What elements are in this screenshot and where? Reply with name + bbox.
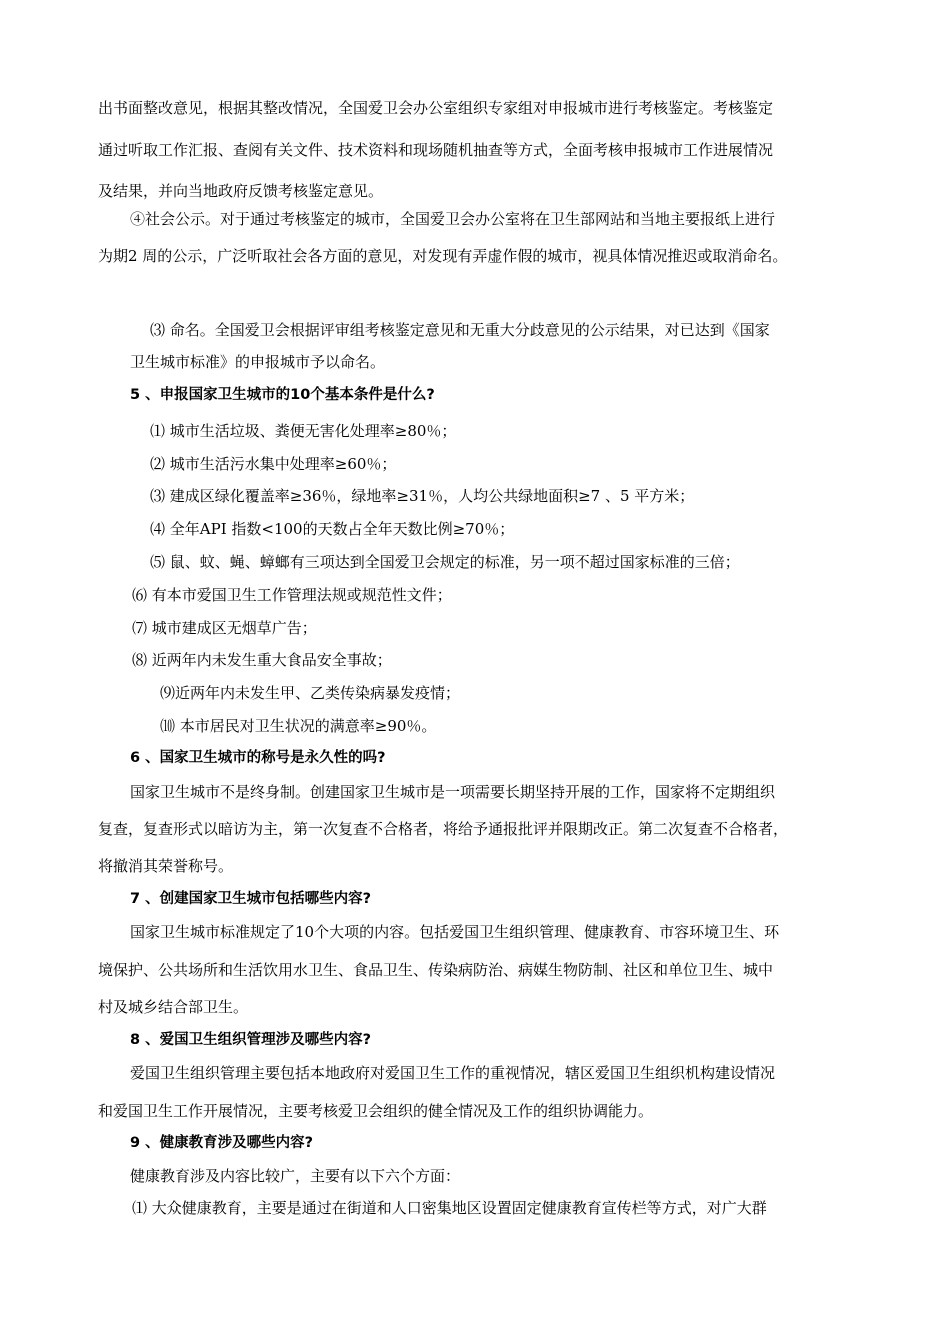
- paragraph-line: 为期2 周的公示，广泛听取社会各方面的意见，对发现有弄虚作假的城市，视具体情况推迟或取消命名。: [98, 247, 788, 265]
- list-item: ⑶ 建成区绿化覆盖率≥36％，绿地率≥31％，人均公共绿地面积≥7 、5 平方米；: [150, 487, 695, 505]
- list-item: ⑴ 城市生活垃圾、粪便无害化处理率≥80％；: [150, 422, 457, 440]
- paragraph-line: ④社会公示。对于通过考核鉴定的城市，全国爱卫会办公室将在卫生部网站和当地主要报纸上进行: [130, 210, 776, 228]
- paragraph-line: 及结果，并向当地政府反馈考核鉴定意见。: [98, 182, 384, 200]
- paragraph-line: 通过听取工作汇报、查阅有关文件、技术资料和现场随机抽查等方式，全面考核申报城市工作进展情况: [98, 141, 774, 159]
- paragraph-line: 出书面整改意见，根据其整改情况，全国爱卫会办公室组织专家组对申报城市进行考核鉴定。考核鉴定: [98, 99, 774, 117]
- list-item: ⑽ 本市居民对卫生状况的满意率≥90％。: [160, 717, 437, 735]
- paragraph-line: 复查，复查形式以暗访为主，第一次复查不合格者，将给予通报批评并限期改正。第二次复查不合格者，: [98, 820, 789, 838]
- section-heading: 6 、国家卫生城市的称号是永久性的吗?: [130, 750, 386, 766]
- list-item: ⑹ 有本市爱国卫生工作管理法规或规范性文件；: [132, 586, 452, 604]
- list-item: ⑸ 鼠、蚊、蝇、蟑螂有三项达到全国爱卫会规定的标准，另一项不超过国家标准的三倍；: [150, 553, 740, 571]
- list-item: ⑻ 近两年内未发生重大食品安全事故；: [132, 651, 392, 669]
- section-heading: 8 、爱国卫生组织管理涉及哪些内容?: [130, 1032, 372, 1048]
- list-item: ⑴ 大众健康教育，主要是通过在街道和人口密集地区设置固定健康教育宣传栏等方式，对广大群: [132, 1199, 767, 1217]
- paragraph-line: 境保护、公共场所和生活饮用水卫生、食品卫生、传染病防治、病媒生物防制、社区和单位卫生、城中: [98, 961, 774, 979]
- paragraph-line: 国家卫生城市不是终身制。创建国家卫生城市是一项需要长期坚持开展的工作，国家将不定期组织: [130, 783, 776, 801]
- paragraph-line: 村及城乡结合部卫生。: [98, 998, 249, 1016]
- paragraph-line: 爱国卫生组织管理主要包括本地政府对爱国卫生工作的重视情况，辖区爱国卫生组织机构建设情况: [130, 1064, 776, 1082]
- list-item: ⑼近两年内未发生甲、乙类传染病暴发疫情；: [160, 684, 461, 702]
- list-item: ⑺ 城市建成区无烟草广告；: [132, 619, 317, 637]
- paragraph-line: 健康教育涉及内容比较广，主要有以下六个方面：: [130, 1167, 461, 1185]
- paragraph-line: 和爱国卫生工作开展情况，主要考核爱卫会组织的健全情况及工作的组织协调能力。: [98, 1102, 654, 1120]
- section-heading: 9 、健康教育涉及哪些内容?: [130, 1135, 314, 1151]
- list-item: ⑷ 全年API 指数<100的天数占全年天数比例≥70％；: [150, 520, 515, 538]
- paragraph-line: ⑶ 命名。全国爱卫会根据评审组考核鉴定意见和无重大分歧意见的公示结果，对已达到《国家: [150, 321, 770, 339]
- list-item: ⑵ 城市生活污水集中处理率≥60％；: [150, 455, 397, 473]
- section-heading: 7 、创建国家卫生城市包括哪些内容?: [130, 891, 372, 907]
- section-heading: 5 、申报国家卫生城市的10个基本条件是什么?: [130, 387, 435, 403]
- paragraph-line: 将撤消其荣誉称号。: [98, 857, 234, 875]
- paragraph-line: 卫生城市标准》的申报城市予以命名。: [130, 353, 386, 371]
- paragraph-line: 国家卫生城市标准规定了10个大项的内容。包括爱国卫生组织管理、健康教育、市容环境卫生、环: [130, 923, 780, 941]
